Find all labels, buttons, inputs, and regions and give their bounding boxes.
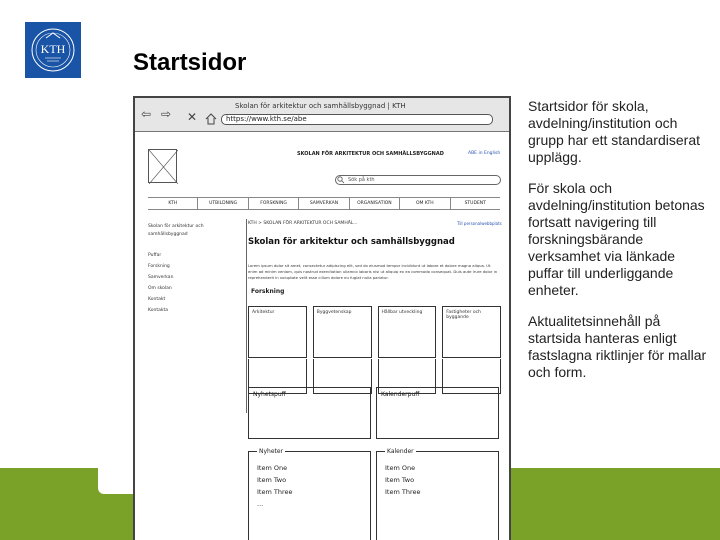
description-paragraph-2: För skola och avdelning/institution betonas fortsatt navigering till forskningsbärande verksamhet via länkade puffar till underliggande enheter.: [528, 180, 705, 298]
tab-om-kth[interactable]: OM KTH: [400, 198, 450, 209]
list-item[interactable]: Item One: [385, 464, 416, 472]
list-item[interactable]: Item Three: [385, 488, 421, 496]
left-nav-item[interactable]: Forskning: [148, 264, 170, 269]
left-nav-item[interactable]: Kontakt: [148, 297, 166, 302]
placeholder-cross-icon: [149, 150, 178, 184]
research-puff[interactable]: Byggvetenskap: [313, 306, 372, 358]
tab-samverkan[interactable]: SAMVERKAN: [299, 198, 349, 209]
intro-text: Lorem ipsum dolor sit amet, consectetur adipiscing elit, sed do eiusmod tempor incididunt ut labore et dolore magna aliqua. Ut enim ad minim veniam, quis nostrud exercitation ullamco laboris nisi ut aliquip ex ea commodo consequat. Duis aute irure dolor in reprehenderit in voluptate velit esse cillum dolore eu fugiat nulla pariatur.: [248, 263, 498, 280]
description-paragraph-1: Startsidor för skola, avdelning/institution och grupp har ett standardiserat upplägg.: [528, 98, 700, 165]
news-legend: Nyheter: [259, 448, 284, 455]
tab-utbildning[interactable]: UTBILDNING: [198, 198, 248, 209]
home-icon[interactable]: [205, 113, 217, 125]
news-list: [257, 464, 292, 512]
footer-notch: [98, 468, 138, 494]
research-puff[interactable]: Hållbar utveckling: [378, 306, 437, 358]
page-heading: Skolan för arkitektur och samhällsbyggnad: [248, 237, 455, 247]
list-item[interactable]: Item Three: [257, 488, 293, 496]
calendar-panel: [376, 448, 499, 540]
wireframe-browser: [133, 96, 511, 540]
language-link[interactable]: ABE in English: [468, 151, 501, 156]
list-item[interactable]: Item One: [257, 464, 288, 472]
slide-title: Startsidor: [133, 49, 247, 76]
browser-window-title: Skolan för arkitektur och samhällsbyggnad | KTH: [235, 102, 406, 110]
logo-text: KTH: [40, 42, 66, 56]
left-nav-divider: [246, 219, 247, 413]
back-arrow-icon[interactable]: ⇦: [141, 107, 152, 121]
research-puffs: [248, 306, 501, 358]
left-navigation: [148, 223, 238, 319]
tab-student[interactable]: STUDENT: [464, 201, 486, 206]
main-navigation: [148, 197, 500, 210]
list-item[interactable]: Item Two: [385, 476, 415, 484]
tab-kth[interactable]: KTH: [148, 198, 198, 209]
section-heading: Forskning: [251, 288, 285, 295]
description-paragraph-3: Aktualitetsinnehåll på startsida hanteras enligt fastslagna riktlinjer för mallar och form.: [528, 313, 707, 380]
news-puff[interactable]: Nyhetspuff: [248, 387, 371, 439]
wireframe-page: [135, 133, 509, 540]
news-panel: [248, 448, 371, 540]
left-nav-item[interactable]: Om skolan: [148, 286, 172, 291]
search-input[interactable]: Sök på kth: [335, 175, 501, 185]
calendar-puff[interactable]: Kalenderpuff: [376, 387, 499, 439]
image-placeholder: [148, 149, 177, 183]
left-nav-heading-line-2: samhällsbyggnad: [148, 232, 188, 237]
research-puff[interactable]: Arkitektur: [248, 306, 307, 358]
research-puff[interactable]: Fastigheter och byggande: [442, 306, 501, 358]
left-nav-item[interactable]: Puffar: [148, 253, 162, 258]
school-name: SKOLAN FÖR ARKITEKTUR OCH SAMHÄLLSBYGGNAD: [297, 151, 444, 157]
kth-logo: [25, 22, 81, 78]
browser-titlebar: [135, 98, 509, 132]
left-nav-heading[interactable]: [148, 223, 238, 239]
tab-forskning[interactable]: FORSKNING: [249, 198, 299, 209]
left-nav-item[interactable]: Samverkan: [148, 275, 174, 280]
left-nav-item[interactable]: Kontakta: [148, 308, 168, 313]
stop-icon[interactable]: ✕: [187, 110, 198, 124]
calendar-legend: Kalender: [387, 448, 414, 455]
breadcrumb[interactable]: KTH > SKOLAN FÖR ARKITEKTUR OCH SAMHÄL...: [248, 221, 358, 226]
left-nav-heading-line-1: Skolan för arkitektur och: [148, 224, 204, 229]
list-item[interactable]: Item Two: [257, 476, 287, 484]
tab-organisation[interactable]: ORGANISATION: [350, 198, 400, 209]
list-item: ...: [257, 500, 264, 508]
staff-site-link[interactable]: Till personalwebbplats: [457, 221, 502, 226]
forward-arrow-icon[interactable]: ⇨: [161, 107, 172, 121]
slide-description: [528, 98, 708, 395]
calendar-list: [385, 464, 420, 500]
url-bar[interactable]: https://www.kth.se/abe: [221, 114, 493, 125]
